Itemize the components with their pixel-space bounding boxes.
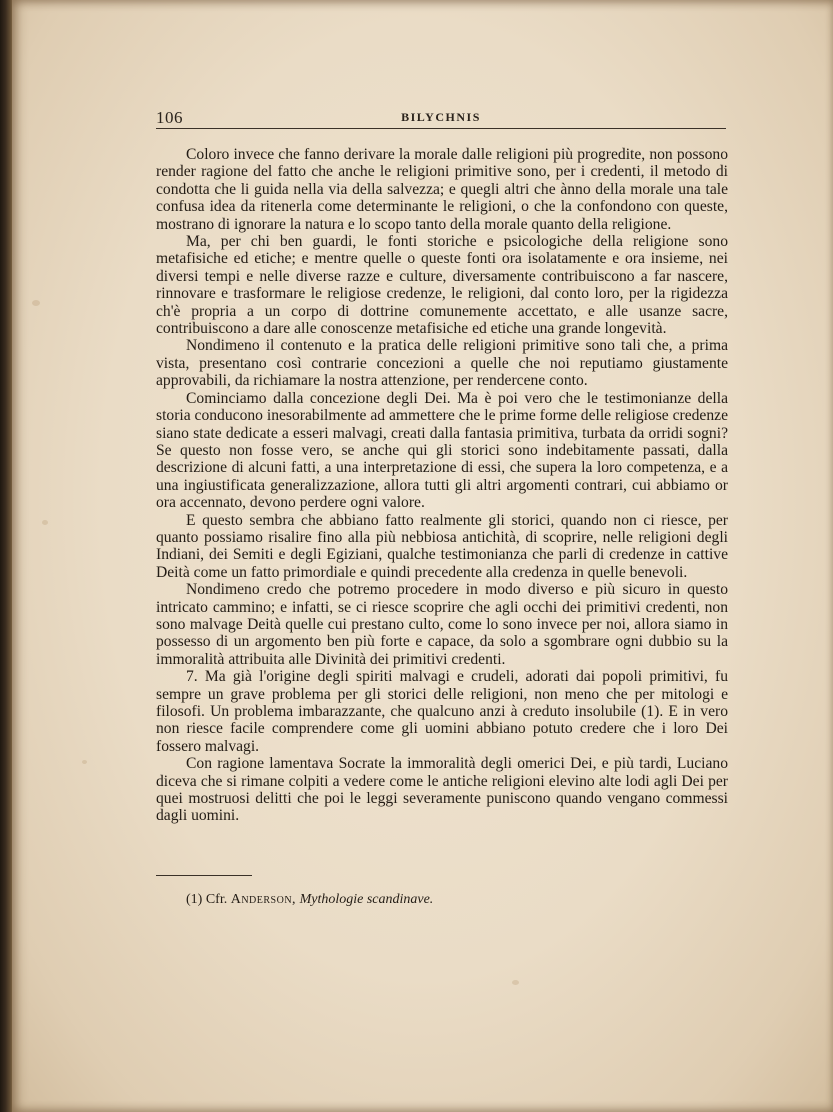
header-rule (156, 128, 726, 129)
page-number: 106 (156, 108, 183, 127)
footnote-prefix: (1) Cfr. (186, 892, 231, 907)
running-title: BILYCHNIS (401, 110, 481, 124)
paragraph: Con ragione lamentava Socrate la immoralità degli omerici Dei, e più tardi, Luciano diceva che si rimane colpiti a vedere come le antiche religioni elevino alte lodi agli Dei per quei mostruosi delitti che poi le leggi severamente puniscono quando vengano commessi dagli uomini. (156, 755, 728, 825)
paragraph: E questo sembra che abbiano fatto realmente gli storici, quando non ci riesce, per quanto possiamo risalire fino alla più nebbiosa antichità, di scoprire, nelle religioni degli Indiani, dei Semiti e degli Egiziani, qualche testimonianza che parli di credenze in cattive Deità come un fatto primordiale e quindi precedente alla credenza in quelle benevoli. (156, 511, 728, 581)
footnote-work: Mythologie scandinave. (299, 892, 434, 907)
footnote-rule (156, 875, 252, 876)
paragraph: Coloro invece che fanno derivare la morale dalle religioni più progredite, non possono render ragione del fatto che anche le religioni primitive sono, per i credenti, il metodo di condotta che li guida nella via della salvezza; e quegli altri che ànno della morale una tale confusa idea da ritenerla come determinante le religioni, o che la confondono con queste, mostrano di ignorare la natura e lo scopo tanto della morale quanto della religione. (156, 146, 728, 233)
paragraph: Nondimeno il contenuto e la pratica delle religioni primitive sono tali che, a prima vista, presentano così contrarie concezioni a quelle che noi reputiamo giustamente approvabili, da richiamare la nostra attenzione, per rendercene conto. (156, 337, 728, 390)
body-text (156, 146, 728, 825)
footnote-author: Anderson, (230, 892, 297, 907)
page-header (156, 108, 726, 130)
footnote (186, 892, 706, 908)
paragraph: 7. Ma già l'origine degli spiriti malvagi e crudeli, adorati dai popoli primitivi, fu sempre un grave problema per gli storici delle religioni, non meno che per mitologi e filosofi. Un problema imbarazzante, che qualcuno anzi à creduto insolubile (1). E in vero non riesce facile comprendere come gli uomini abbiano potuto credere che i loro Dei fossero malvagi. (156, 668, 728, 755)
paragraph: Ma, per chi ben guardi, le fonti storiche e psicologiche della religione sono metafisiche ed etiche; e mentre quelle o queste fonti ora isolatamente e ora insieme, nei diversi tempi e nelle diverse razze e culture, diversamente contribuiscono a far nascere, rinnovare e trasformare le religiose credenze, le religioni, dal conto loro, per la rigidezza ch'è propria a un corpo di dottrine comunemente accettato, e alle usanze sacre, contribuiscono a dare alle conoscenze metafisiche ed etiche una grande longevità. (156, 233, 728, 338)
paragraph: Cominciamo dalla concezione degli Dei. Ma è poi vero che le testimonianze della storia conducono inesorabilmente ad ammettere che le prime forme delle religiose credenze siano state dedicate a esseri malvagi, creati dalla fantasia primitiva, turbata da orridi sogni? Se questo non fosse vero, se anche qui gli storici sono indebitamente passati, dalla descrizione di alcuni fatti, a una interpretazione di essi, che supera la loro competenza, e a una ingiustificata generalizzazione, allora tutti gli altri argomenti contrari, cui abbiamo or ora accennato, devono perdere ogni valore. (156, 389, 728, 512)
paragraph: Nondimeno credo che potremo procedere in modo diverso e più sicuro in questo intricato cammino; e infatti, se ci riesce scoprire che agli occhi dei primitivi credenti, non sono malvage Deità quelle cui prestano culto, come lo sono invece per noi, allora siamo in possesso di un argomento ben più forte e capace, da solo a sgombrare ogni dubbio su la immoralità attribuita alle Divinità dei primitivi credenti. (156, 581, 728, 668)
